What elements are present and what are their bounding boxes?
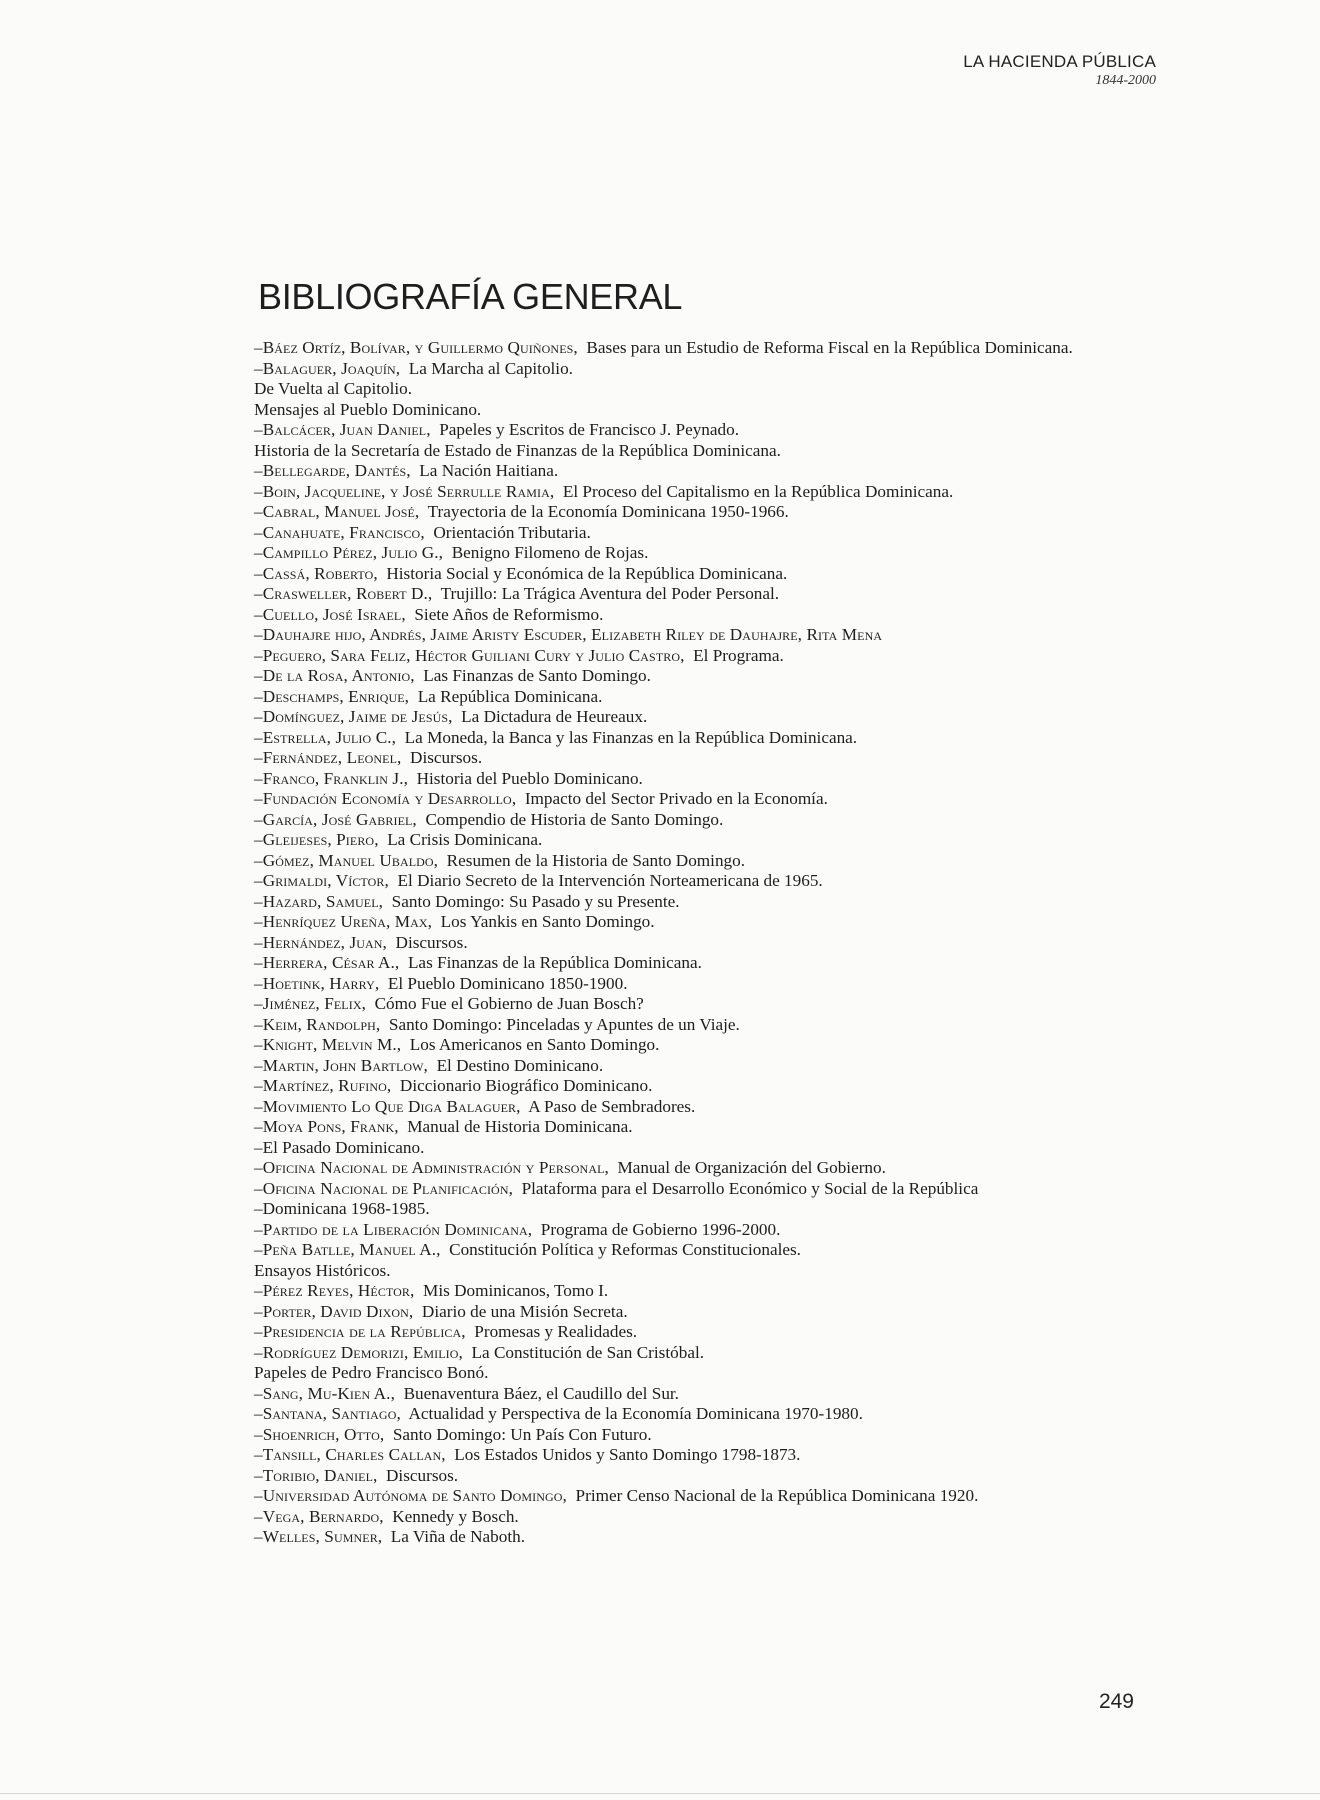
entry-author: –Keim, Randolph, <box>254 1014 381 1034</box>
bibliography-entry <box>254 1097 1114 1118</box>
entry-author: –Henríquez Ureña, Max, <box>254 912 433 931</box>
entry-author: –Balaguer, Joaquín, <box>254 358 401 378</box>
bibliography-entry <box>254 830 1114 851</box>
entry-title: La República Dominicana. <box>417 686 603 706</box>
bibliography-entry <box>254 933 1114 954</box>
entry-author: –Deschamps, Enrique, <box>254 686 410 706</box>
entry-title: Mensajes al Pueblo Dominicano. <box>254 399 482 419</box>
entry-title: Discursos. <box>395 932 468 952</box>
bibliography-entry <box>254 1343 1114 1364</box>
entry-title: Compendio de Historia de Santo Domingo. <box>425 809 724 829</box>
entry-author: –Welles, Sumner, <box>254 1527 383 1546</box>
entry-title: La Constitución de San Cristóbal. <box>471 1342 705 1362</box>
entry-title: Ensayos Históricos. <box>254 1260 391 1280</box>
entry-author: –Hazard, Samuel, <box>254 891 384 911</box>
bibliography-entry <box>254 994 1114 1015</box>
entry-title: La Marcha al Capitolio. <box>408 358 573 378</box>
entry-author: –Báez Ortíz, Bolívar, y Guillermo Quiñones, <box>254 338 578 357</box>
entry-author: –Dauhajre hijo, Andrés, Jaime Aristy Escuder, Elizabeth Riley de Dauhajre, Rita Mena <box>254 625 883 644</box>
entry-title: Los Estados Unidos y Santo Domingo 1798-1873. <box>454 1445 801 1464</box>
entry-title: Las Finanzas de la República Dominicana. <box>407 953 702 972</box>
bibliography-entry <box>254 482 1114 503</box>
entry-title: De Vuelta al Capitolio. <box>254 379 413 398</box>
entry-title: Las Finanzas de Santo Domingo. <box>423 666 651 685</box>
bibliography-entry <box>254 1425 1114 1446</box>
bibliography-entry <box>254 728 1114 749</box>
entry-title: Kennedy y Bosch. <box>392 1506 519 1526</box>
bibliography-entry <box>254 912 1114 933</box>
bibliography-entry <box>254 748 1114 769</box>
bibliography-entry <box>254 810 1114 831</box>
entry-title: La Moneda, la Banca y las Finanzas en la República Dominicana. <box>404 727 858 747</box>
bibliography-entry <box>254 1035 1114 1056</box>
entry-author: –Gleijeses, Piero, <box>254 830 379 849</box>
entry-author: –Peguero, Sara Feliz, Héctor Guiliani Cury y Julio Castro, <box>254 645 685 665</box>
entry-title: Promesas y Realidades. <box>474 1322 638 1341</box>
entry-author: –Peña Batlle, Manuel A., <box>254 1240 441 1259</box>
entry-author: –Tansill, Charles Callan, <box>254 1445 446 1464</box>
bibliography-entry <box>254 1363 1114 1384</box>
running-header-years: 1844-2000 <box>1095 73 1156 88</box>
entry-author: –Oficina Nacional de Administración y Personal, <box>254 1158 609 1177</box>
entry-title: Constitución Política y Reformas Constitucionales. <box>449 1240 801 1259</box>
entry-author: –Martin, John Bartlow, <box>254 1055 428 1075</box>
entry-title: La Nación Haitiana. <box>419 461 559 480</box>
entry-author: –Estrella, Julio C., <box>254 727 397 747</box>
bibliography-entry <box>254 1117 1114 1138</box>
entry-title: –Dominicana 1968-1985. <box>254 1199 430 1218</box>
bibliography-entry <box>254 1240 1114 1261</box>
bibliography-entry <box>254 1076 1114 1097</box>
bibliography-list <box>254 338 1114 1548</box>
entry-title: El Diario Secreto de la Intervención Norteamericana de 1965. <box>397 871 823 890</box>
bibliography-entry <box>254 1220 1114 1241</box>
bibliography-entry <box>254 338 1114 359</box>
bibliography-entry <box>254 769 1114 790</box>
bibliography-entry <box>254 564 1114 585</box>
bibliography-entry <box>254 707 1114 728</box>
entry-author: –Cabral, Manuel José, <box>254 502 420 521</box>
bibliography-entry <box>254 1199 1114 1220</box>
entry-title: Siete Años de Reformismo. <box>414 604 604 624</box>
entry-title: A Paso de Sembradores. <box>528 1096 696 1116</box>
bibliography-entry <box>254 1015 1114 1036</box>
entry-author: –Cassá, Roberto, <box>254 563 378 583</box>
entry-author: –Bellegarde, Dantés, <box>254 461 411 480</box>
entry-title: Benigno Filomeno de Rojas. <box>451 543 649 562</box>
entry-author: –Hoetink, Harry, <box>254 973 380 993</box>
entry-title: Los Yankis en Santo Domingo. <box>440 912 655 931</box>
entry-title: Mis Dominicanos, Tomo I. <box>423 1281 609 1300</box>
bibliography-entry <box>254 1056 1114 1077</box>
bibliography-entry <box>254 1507 1114 1528</box>
entry-author: –Domínguez, Jaime de Jesús, <box>254 707 453 726</box>
bibliography-entry <box>254 400 1114 421</box>
entry-author: –Boin, Jacqueline, y José Serrulle Ramia, <box>254 481 555 501</box>
entry-author: –De la Rosa, Antonio, <box>254 666 415 685</box>
entry-title: Papeles de Pedro Francisco Bonó. <box>254 1363 489 1382</box>
bibliography-entry <box>254 1138 1114 1159</box>
entry-author: –Rodríguez Demorizi, Emilio, <box>254 1342 463 1362</box>
entry-author: –Gómez, Manuel Ubaldo, <box>254 850 439 870</box>
bibliography-entry <box>254 953 1114 974</box>
entry-author: –Movimiento Lo Que Diga Balaguer, <box>254 1096 521 1116</box>
entry-title: Cómo Fue el Gobierno de Juan Bosch? <box>374 994 644 1013</box>
bibliography-entry <box>254 1486 1114 1507</box>
entry-title: El Proceso del Capitalismo en la República Dominicana. <box>562 481 954 501</box>
entry-title: Discursos. <box>386 1465 459 1485</box>
entry-title: Santo Domingo: Un País Con Futuro. <box>392 1424 652 1444</box>
entry-author: –Crasweller, Robert D., <box>254 584 433 603</box>
bibliography-entry <box>254 666 1114 687</box>
entry-title: Santo Domingo: Pinceladas y Apuntes de un Viaje. <box>388 1014 740 1034</box>
entry-title: Programa de Gobierno 1996-2000. <box>540 1219 781 1239</box>
entry-author: –Toribio, Daniel, <box>254 1465 378 1485</box>
bibliography-entry <box>254 646 1114 667</box>
bibliography-entry <box>254 1179 1114 1200</box>
bibliography-entry <box>254 359 1114 380</box>
entry-author: –Pérez Reyes, Héctor, <box>254 1281 415 1300</box>
entry-title: El Destino Dominicano. <box>436 1055 604 1075</box>
scan-edge-line <box>0 1793 1320 1794</box>
bibliography-entry <box>254 1384 1114 1405</box>
entry-author: –Canahuate, Francisco, <box>254 522 425 542</box>
section-title: BIBLIOGRAFÍA GENERAL <box>258 276 683 317</box>
entry-title: –El Pasado Dominicano. <box>254 1137 425 1157</box>
entry-title: Manual de Historia Dominicana. <box>407 1117 633 1136</box>
entry-title: Trayectoria de la Economía Dominicana 1950-1966. <box>427 502 789 521</box>
bibliography-entry <box>254 543 1114 564</box>
entry-title: Plataforma para el Desarrollo Económico y Social de la República <box>521 1178 979 1198</box>
entry-title: El Programa. <box>693 645 784 665</box>
bibliography-entry <box>254 1281 1114 1302</box>
bibliography-entry <box>254 1527 1114 1548</box>
entry-title: Historia Social y Económica de la República Dominicana. <box>386 563 788 583</box>
entry-title: Los Americanos en Santo Domingo. <box>409 1035 660 1054</box>
entry-author: –Sang, Mu-Kien A., <box>254 1383 395 1403</box>
entry-author: –Porter, David Dixon, <box>254 1301 414 1321</box>
entry-author: –Herrera, César A., <box>254 953 400 972</box>
entry-title: Manual de Organización del Gobierno. <box>617 1158 886 1177</box>
entry-author: –Partido de la Liberación Dominicana, <box>254 1219 533 1239</box>
entry-title: Diario de una Misión Secreta. <box>421 1301 628 1321</box>
entry-author: –Universidad Autónoma de Santo Domingo, <box>254 1486 567 1505</box>
entry-author: –García, José Gabriel, <box>254 809 417 829</box>
bibliography-entry <box>254 1158 1114 1179</box>
entry-author: –Fernández, Leonel, <box>254 748 402 767</box>
bibliography-entry <box>254 523 1114 544</box>
bibliography-entry <box>254 441 1114 462</box>
bibliography-entry <box>254 1322 1114 1343</box>
bibliography-entry <box>254 789 1114 810</box>
entry-author: –Grimaldi, Víctor, <box>254 871 389 890</box>
bibliography-entry <box>254 420 1114 441</box>
entry-title: El Pueblo Dominicano 1850-1900. <box>387 973 628 993</box>
running-header-title: LA HACIENDA PÚBLICA <box>963 52 1156 71</box>
bibliography-entry <box>254 1302 1114 1323</box>
entry-title: Historia del Pueblo Dominicano. <box>416 768 643 788</box>
entry-author: –Hernández, Juan, <box>254 932 387 952</box>
entry-author: –Oficina Nacional de Planificación, <box>254 1178 513 1198</box>
entry-title: Primer Censo Nacional de la República Dominicana 1920. <box>575 1486 979 1505</box>
entry-title: Discursos. <box>410 748 483 767</box>
entry-author: –Santana, Santiago, <box>254 1404 401 1423</box>
bibliography-entry <box>254 974 1114 995</box>
entry-title: Actualidad y Perspectiva de la Economía Dominicana 1970-1980. <box>408 1404 863 1423</box>
entry-title: Historia de la Secretaría de Estado de Finanzas de la República Dominicana. <box>254 440 781 460</box>
entry-author: –Moya Pons, Frank, <box>254 1117 399 1136</box>
bibliography-entry <box>254 461 1114 482</box>
entry-author: –Knight, Melvin M., <box>254 1035 402 1054</box>
entry-author: –Jiménez, Felix, <box>254 994 366 1013</box>
bibliography-entry <box>254 1466 1114 1487</box>
entry-title: Buenaventura Báez, el Caudillo del Sur. <box>403 1383 679 1403</box>
entry-author: –Vega, Bernardo, <box>254 1506 384 1526</box>
entry-author: –Shoenrich, Otto, <box>254 1424 385 1444</box>
bibliography-entry <box>254 851 1114 872</box>
entry-title: Impacto del Sector Privado en la Economía. <box>524 789 828 808</box>
entry-title: Santo Domingo: Su Pasado y su Presente. <box>391 891 680 911</box>
bibliography-entry <box>254 892 1114 913</box>
entry-title: Resumen de la Historia de Santo Domingo. <box>446 850 746 870</box>
entry-author: –Cuello, José Israel, <box>254 604 406 624</box>
entry-author: –Franco, Franklin J., <box>254 768 408 788</box>
running-header <box>963 52 1156 89</box>
bibliography-entry <box>254 1404 1114 1425</box>
entry-title: La Dictadura de Heureaux. <box>461 707 648 726</box>
entry-author: –Martínez, Rufino, <box>254 1076 392 1095</box>
entry-author: –Presidencia de la República, <box>254 1322 466 1341</box>
entry-title: Diccionario Biográfico Dominicano. <box>399 1076 653 1095</box>
entry-title: Papeles y Escritos de Francisco J. Peynado. <box>439 420 740 439</box>
entry-author: –Fundación Economía y Desarrollo, <box>254 789 517 808</box>
entry-title: Trujillo: La Trágica Aventura del Poder Personal. <box>440 584 780 603</box>
bibliography-entry <box>254 1445 1114 1466</box>
bibliography-entry <box>254 1261 1114 1282</box>
page-number: 249 <box>1098 1690 1134 1713</box>
entry-title: Bases para un Estudio de Reforma Fiscal en la República Dominicana. <box>586 338 1073 357</box>
bibliography-entry <box>254 584 1114 605</box>
bibliography-entry <box>254 687 1114 708</box>
entry-title: La Viña de Naboth. <box>390 1527 525 1546</box>
entry-title: La Crisis Dominicana. <box>387 830 543 849</box>
entry-title: Orientación Tributaria. <box>433 522 591 542</box>
bibliography-entry <box>254 502 1114 523</box>
bibliography-entry <box>254 871 1114 892</box>
entry-author: –Balcácer, Juan Daniel, <box>254 420 431 439</box>
entry-author: –Campillo Pérez, Julio G., <box>254 543 444 562</box>
bibliography-entry <box>254 605 1114 626</box>
bibliography-entry <box>254 625 1114 646</box>
bibliography-entry <box>254 379 1114 400</box>
